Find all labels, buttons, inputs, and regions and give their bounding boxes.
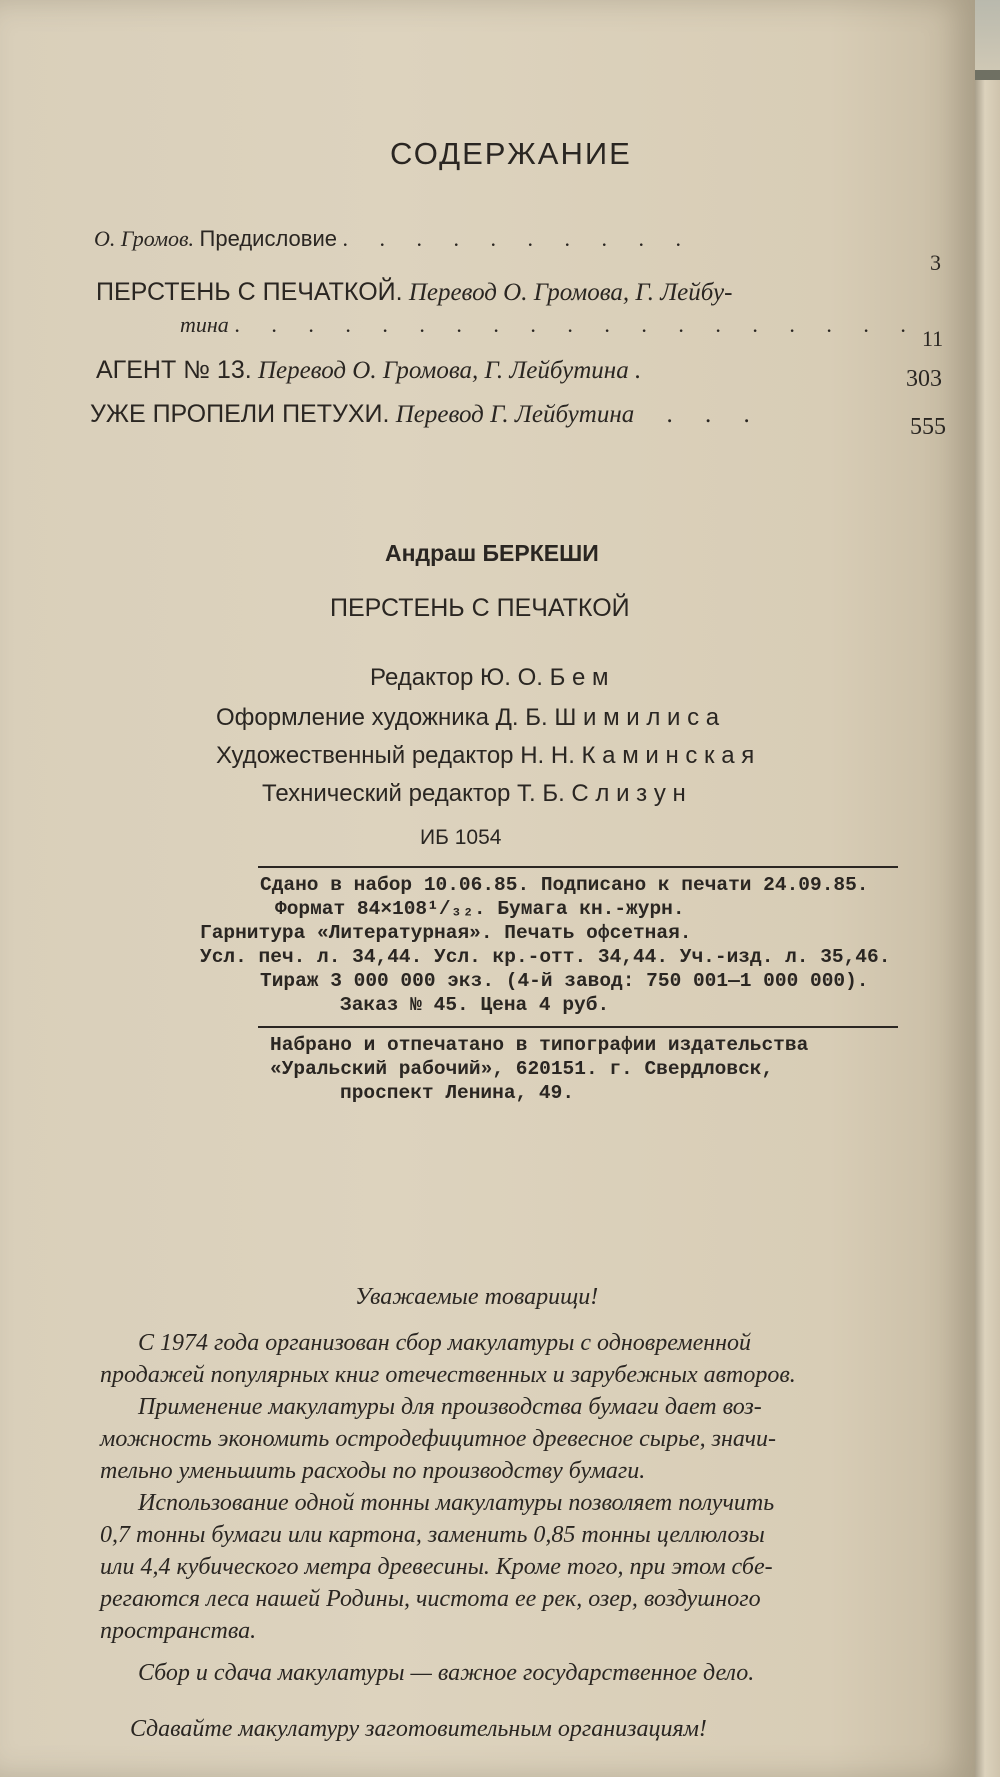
- credit-tech-editor: Технический редактор Т. Б. С л и з у н: [262, 780, 686, 807]
- toc-entry-preface: [94, 226, 694, 252]
- toc-dots: . . . . . . . . . . . . . . . . . . .: [234, 312, 919, 337]
- print-line: Гарнитура «Литературная». Печать офсетная.: [200, 922, 692, 944]
- toc-author: О. Громов.: [94, 226, 195, 251]
- toc-page-number: 303: [906, 366, 942, 392]
- appeal-line: можность экономить остродефицитное древесное сырье, значи-: [100, 1426, 777, 1452]
- rule-bottom: [258, 1026, 898, 1028]
- toc-translation: Перевод О. Громова, Г. Лейбутина .: [257, 357, 642, 384]
- rule-top: [258, 866, 898, 868]
- print-line: Усл. печ. л. 34,44. Усл. кр.-отт. 34,44. Уч.-изд. л. 35,46.: [200, 946, 891, 968]
- credit-editor: Редактор Ю. О. Б е м: [370, 664, 609, 691]
- print-line: Заказ № 45. Цена 4 руб.: [340, 994, 610, 1016]
- appeal-line: регаются леса нашей Родины, чистота ее рек, озер, воздушного: [100, 1586, 761, 1612]
- appeal-line: 0,7 тонны бумаги или картона, заменить 0,85 тонны целлюлозы: [100, 1522, 765, 1548]
- credit-art-editor: Художественный редактор Н. Н. К а м и н с к а я: [216, 742, 755, 769]
- toc-translation-cont: тина: [180, 312, 229, 337]
- toc-translation: Перевод Г. Лейбутина: [395, 401, 635, 428]
- toc-entry-roosters: [90, 400, 763, 429]
- printer-line: Набрано и отпечатано в типографии издательства: [270, 1034, 809, 1056]
- toc-page-number: 555: [910, 414, 946, 440]
- printer-line: проспект Ленина, 49.: [340, 1082, 575, 1104]
- appeal-line: продажей популярных книг отечественных и зарубежных авторов.: [100, 1362, 796, 1388]
- credit-designer: Оформление художника Д. Б. Ш и м и л и с а: [216, 704, 720, 731]
- toc-title: ПЕРСТЕНЬ С ПЕЧАТКОЙ.: [96, 278, 403, 306]
- imprint-book-title: ПЕРСТЕНЬ С ПЕЧАТКОЙ: [330, 594, 630, 622]
- appeal-line: Сбор и сдача макулатуры — важное государственное дело.: [138, 1660, 755, 1686]
- toc-entry-ring: [96, 278, 732, 307]
- toc-dots: . . .: [666, 401, 763, 428]
- toc-heading: СОДЕРЖАНИЕ: [390, 136, 632, 171]
- toc-title: УЖЕ ПРОПЕЛИ ПЕТУХИ.: [90, 400, 390, 428]
- toc-page-number: 11: [922, 326, 944, 351]
- appeal-line: Применение макулатуры для производства бумаги дает воз-: [138, 1394, 762, 1420]
- appeal-line: пространства.: [100, 1618, 257, 1644]
- print-line: Сдано в набор 10.06.85. Подписано к печати 24.09.85.: [260, 874, 869, 896]
- appeal-line: С 1974 года организован сбор макулатуры с одновременной: [138, 1330, 752, 1356]
- print-line: Тираж 3 000 000 экз. (4-й завод: 750 001—1 000 000).: [260, 970, 869, 992]
- appeal-line: тельно уменьшить расходы по производству бумаги.: [100, 1458, 646, 1484]
- toc-entry-ring-cont: [180, 312, 919, 338]
- ib-number: ИБ 1054: [420, 826, 502, 849]
- toc-translation: Перевод О. Громова, Г. Лейбу-: [408, 279, 733, 306]
- toc-title: Предисловие: [199, 226, 338, 251]
- imprint-author: [385, 540, 599, 567]
- appeal-closing: Сдавайте макулатуру заготовительным организациям!: [130, 1716, 707, 1742]
- toc-title: АГЕНТ № 13.: [96, 356, 252, 384]
- appeal-heading: Уважаемые товарищи!: [355, 1284, 599, 1310]
- toc-entry-agent: [96, 356, 641, 385]
- author-first-name: Андраш: [385, 540, 477, 566]
- print-line: Формат 84×108¹/₃₂. Бумага кн.-журн.: [275, 898, 685, 920]
- appeal-line: или 4,4 кубического метра древесины. Кроме того, при этом сбе-: [100, 1554, 773, 1580]
- toc-page-number: 3: [930, 250, 941, 275]
- printer-line: «Уральский рабочий», 620151. г. Свердловск,: [270, 1058, 774, 1080]
- author-last-name: БЕРКЕШИ: [482, 540, 599, 566]
- book-gutter: [975, 80, 1000, 1777]
- toc-dots: . . . . . . . . . .: [342, 226, 695, 251]
- appeal-line: Использование одной тонны макулатуры позволяет получить: [138, 1490, 775, 1516]
